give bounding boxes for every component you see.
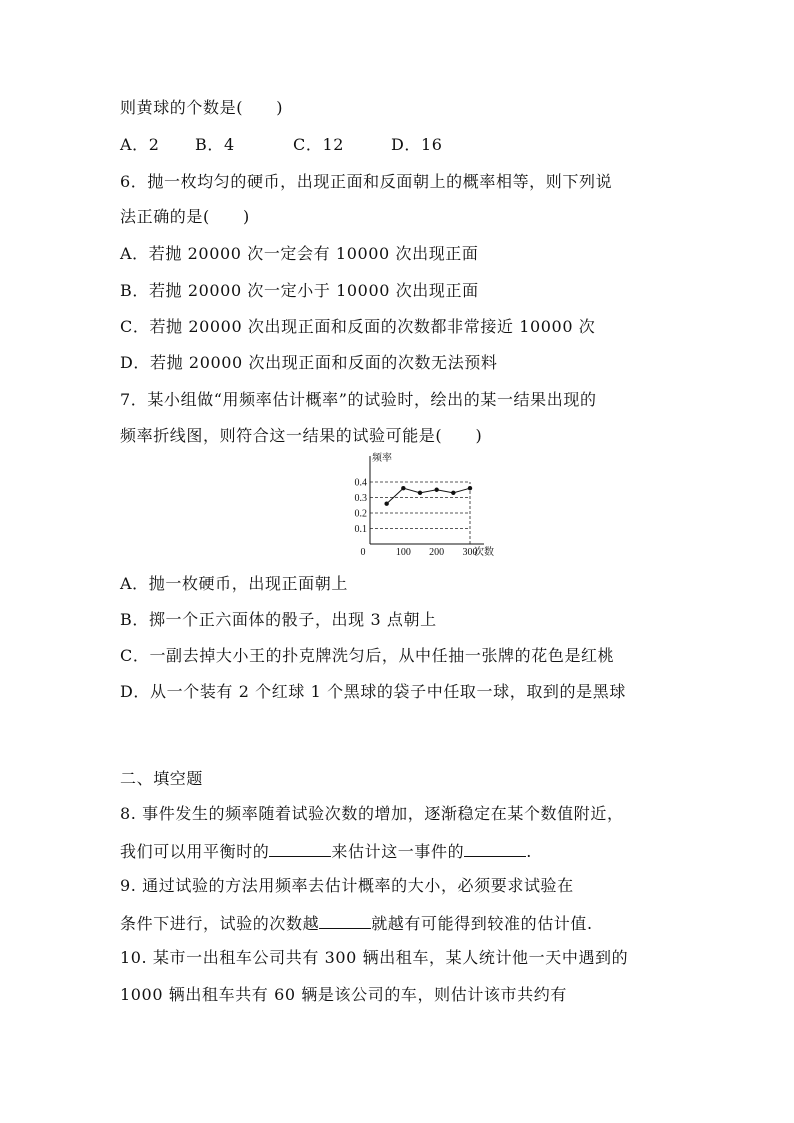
origin-label: 0: [360, 547, 366, 558]
q8-text-1: 我们可以用平衡时的: [120, 842, 270, 861]
y-tick-label: 0.3: [354, 493, 367, 504]
q7-stem-line1: 7．某小组做“用频率估计概率”的试验时，绘出的某一结果出现的: [120, 390, 597, 409]
q8-stem-line2: [120, 840, 532, 862]
q8-blank-1[interactable]: [269, 840, 331, 857]
q5-option-c: C．12: [293, 135, 345, 154]
q9-blank-1[interactable]: [319, 912, 371, 929]
q7-option-b: B．掷一个正六面体的骰子，出现 3 点朝上: [120, 610, 437, 629]
q9-text-1: 条件下进行，试验的次数越: [120, 914, 320, 933]
q6-option-b: B．若抛 20000 次一定小于 10000 次出现正面: [120, 281, 479, 300]
x-tick-label: 100: [395, 547, 411, 558]
q7-stem-line2: 频率折线图，则符合这一结果的试验可能是( ): [120, 426, 483, 445]
data-point: [434, 488, 438, 492]
q7-option-d: D．从一个装有 2 个红球 1 个黑球的袋子中任取一球，取到的是黑球: [120, 682, 626, 701]
q5-options: [120, 135, 443, 155]
series-line: [387, 488, 470, 504]
section-heading-fill-in: 二、填空题: [120, 769, 204, 788]
q9-stem-line1: 9. 通过试验的方法用频率去估计概率的大小，必须要求试验在: [120, 876, 574, 895]
q7-option-a: A．抛一枚硬币，出现正面朝上: [120, 574, 348, 593]
x-tick-label: 200: [429, 547, 445, 558]
q9-text-2: 就越有可能得到较准的估计值.: [371, 914, 593, 933]
y-axis-label: 频率: [372, 453, 392, 464]
q10-stem-line1: 10. 某市一出租车公司共有 300 辆出租车，某人统计他一天中遇到的: [120, 948, 629, 967]
data-point: [401, 486, 405, 490]
y-tick-label: 0.1: [354, 524, 367, 535]
x-tick-label: 300: [462, 547, 478, 558]
q8-text-2: 来估计这一事件的: [331, 842, 465, 861]
x-axis-label: 次数: [474, 547, 494, 558]
q5-option-b: B．4: [195, 135, 235, 154]
q9-stem-line2: [120, 912, 593, 934]
data-point: [451, 491, 455, 495]
y-tick-label: 0.4: [354, 477, 367, 489]
data-point: [468, 486, 472, 490]
q5-option-a: A．2: [120, 135, 160, 154]
q8-text-3: .: [526, 842, 532, 861]
data-point: [384, 502, 388, 506]
q6-stem-line2: 法正确的是( ): [120, 207, 250, 226]
y-tick-label: 0.2: [354, 508, 367, 520]
q10-stem-line2: 1000 辆出租车共有 60 辆是该公司的车，则估计该市共约有: [120, 985, 567, 1004]
q8-blank-2[interactable]: [464, 840, 526, 857]
q6-option-a: A．若抛 20000 次一定会有 10000 次出现正面: [120, 244, 479, 263]
q5-tail: 则黄球的个数是( ): [120, 98, 284, 117]
q8-stem-line1: 8. 事件发生的频率随着试验次数的增加，逐渐稳定在某个数值附近，: [120, 804, 624, 823]
q6-option-d: D．若抛 20000 次出现正面和反面的次数无法预料: [120, 353, 498, 372]
q5-option-d: D．16: [391, 135, 443, 154]
frequency-line-chart: [340, 452, 500, 562]
q6-option-c: C．若抛 20000 次出现正面和反面的次数都非常接近 10000 次: [120, 317, 596, 336]
q7-option-c: C．一副去掉大小王的扑克牌洗匀后，从中任抽一张牌的花色是红桃: [120, 646, 615, 665]
q6-stem-line1: 6．抛一枚均匀的硬币，出现正面和反面朝上的概率相等，则下列说: [120, 172, 613, 191]
data-point: [418, 491, 422, 495]
